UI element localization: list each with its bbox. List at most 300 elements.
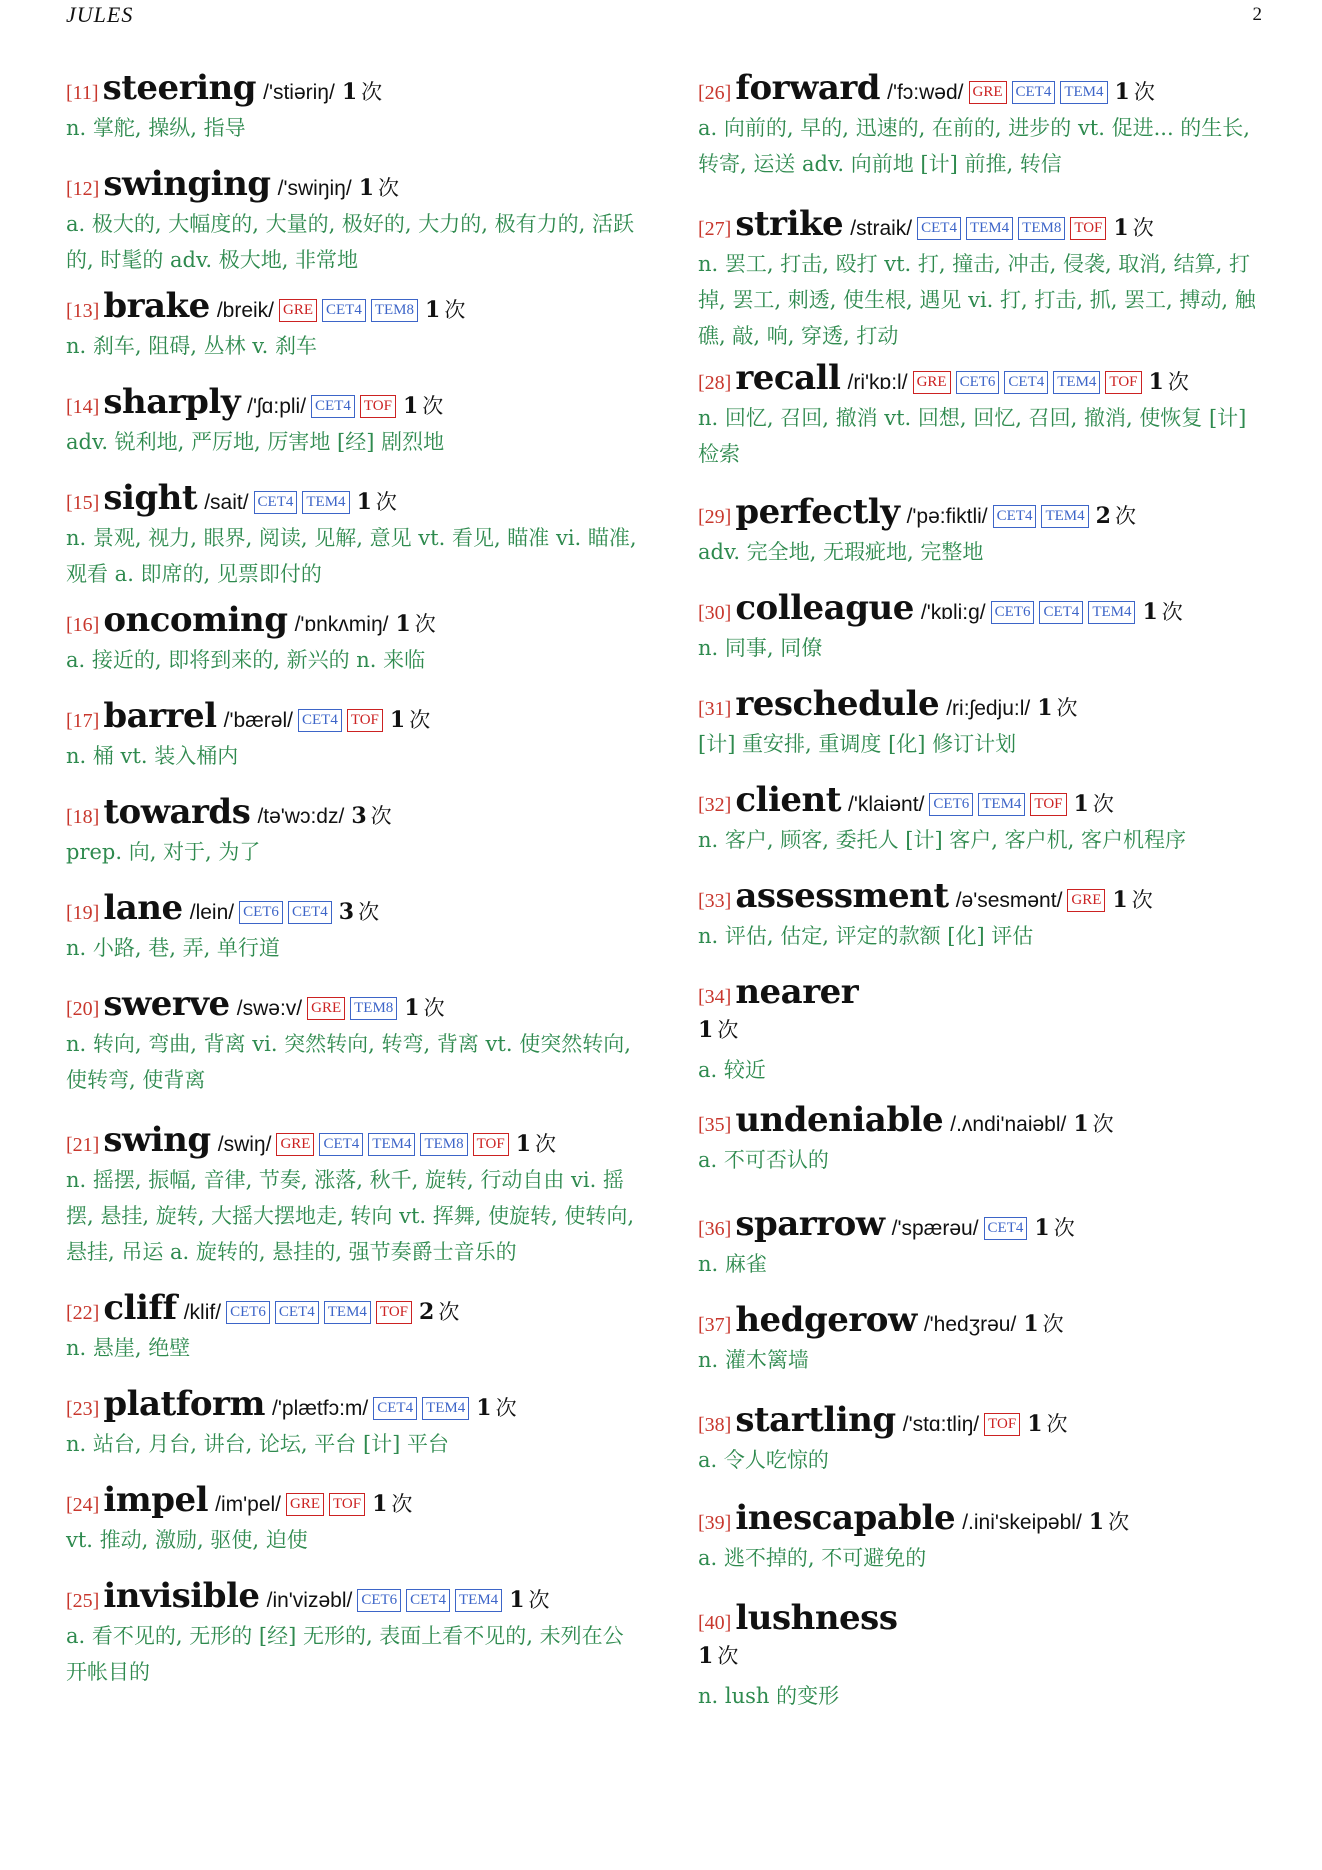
definition: adv. 完全地, 无瑕疵地, 完整地 <box>698 540 984 564</box>
occurrence-count: 1 <box>341 79 358 105</box>
exam-tag: GRE <box>276 1133 314 1156</box>
definition: n. 同事, 同僚 <box>698 636 823 660</box>
phonetic: /straik/ <box>850 217 913 240</box>
headword: recall <box>735 358 841 398</box>
entry-headline <box>66 792 644 832</box>
headword: cliff <box>103 1288 177 1328</box>
headword: assessment <box>735 876 949 916</box>
headword: hedgerow <box>735 1300 917 1340</box>
occurrence-count: 1 <box>1114 79 1130 105</box>
occurrence-unit: 次 <box>535 1132 557 1156</box>
exam-tag: TOF <box>1070 217 1106 240</box>
page-number: 2 <box>1252 4 1262 25</box>
entry-index: [15] <box>66 492 100 514</box>
vocab-entry <box>66 1288 644 1366</box>
definition: a. 逃不掉的, 不可避免的 <box>698 1546 927 1570</box>
definition: vt. 推动, 激励, 驱使, 迫使 <box>66 1528 308 1552</box>
entry-index: [23] <box>66 1398 100 1420</box>
entry-index: [28] <box>698 372 732 394</box>
vocab-entry <box>66 164 644 278</box>
occurrence-unit: 次 <box>1133 80 1155 104</box>
headword: lushness <box>735 1598 898 1638</box>
vocab-entry <box>698 972 1264 1088</box>
entry-headline <box>698 1100 1264 1140</box>
exam-tag: CET4 <box>288 901 332 924</box>
entry-index: [20] <box>66 998 100 1020</box>
exam-tags <box>234 904 332 923</box>
exam-tag: TEM4 <box>1041 505 1088 528</box>
headword: swinging <box>103 164 271 204</box>
exam-tags <box>908 374 1142 393</box>
occurrence-count: 1 <box>1073 791 1089 817</box>
vocab-entry <box>66 792 644 870</box>
entry-headline <box>66 68 644 108</box>
entry-index: [16] <box>66 614 100 636</box>
phonetic: /ri:ʃedju:l/ <box>946 697 1031 720</box>
phonetic: /breik/ <box>216 299 275 322</box>
entry-headline <box>698 684 1264 724</box>
exam-tag: TEM8 <box>1018 217 1065 240</box>
headword: reschedule <box>735 684 940 724</box>
occurrence-count: 1 <box>358 175 375 201</box>
phonetic: /'swiŋiŋ/ <box>277 177 352 200</box>
headword: swerve <box>103 984 230 1024</box>
occurrence-count: 1 <box>1023 1311 1039 1337</box>
entry-headline <box>698 1204 1264 1244</box>
phonetic: /ə'sesmənt/ <box>955 889 1063 912</box>
vocab-entry <box>698 1204 1264 1282</box>
exam-tags <box>302 1000 397 1019</box>
phonetic: /klif/ <box>183 1301 222 1324</box>
exam-tags <box>924 796 1066 815</box>
occurrence-line <box>698 1012 1264 1050</box>
occurrence-unit: 次 <box>370 804 392 828</box>
occurrence-count: 1 <box>395 611 411 637</box>
occurrence-unit: 次 <box>414 612 436 636</box>
exam-tag: CET4 <box>917 217 961 240</box>
occurrence-line <box>698 1638 1264 1676</box>
entry-headline <box>698 204 1264 244</box>
vocab-entry <box>66 1480 644 1558</box>
exam-tags <box>306 398 396 417</box>
headword: towards <box>103 792 251 832</box>
phonetic: /'fɔ:wəd/ <box>887 81 964 104</box>
exam-tag: CET4 <box>322 299 366 322</box>
vocab-entry <box>66 984 644 1098</box>
occurrence-count: 1 <box>476 1395 492 1421</box>
exam-tag: CET4 <box>254 491 298 514</box>
occurrence-unit: 次 <box>1108 1510 1130 1534</box>
entry-index: [21] <box>66 1134 100 1156</box>
vocab-entry <box>698 1598 1264 1714</box>
vocab-entry <box>698 1498 1264 1576</box>
headword: strike <box>735 204 844 244</box>
occurrence-unit: 次 <box>717 1018 739 1042</box>
phonetic: /'stiəriŋ/ <box>263 81 335 104</box>
exam-tag: TEM4 <box>966 217 1013 240</box>
vocab-entry <box>66 888 644 966</box>
exam-tags <box>293 712 383 731</box>
exam-tag: CET4 <box>275 1301 319 1324</box>
entry-index: [22] <box>66 1302 100 1324</box>
entry-headline <box>66 888 644 928</box>
headword: sharply <box>103 382 241 422</box>
phonetic: /'ʃɑ:pli/ <box>247 395 307 418</box>
exam-tag: CET4 <box>311 395 355 418</box>
definition: n. 景观, 视力, 眼界, 阅读, 见解, 意见 vt. 看见, 瞄准 vi. 瞄准, 观看 a. 即席的, 见票即付的 <box>66 526 637 586</box>
entry-headline <box>698 972 1264 1012</box>
definition: n. 回忆, 召回, 撤消 vt. 回想, 回忆, 召回, 撤消, 使恢复 [计] 检索 <box>698 406 1247 466</box>
occurrence-count: 1 <box>1073 1111 1089 1137</box>
vocab-entry <box>698 588 1264 666</box>
occurrence-unit: 次 <box>717 1644 739 1668</box>
occurrence-unit: 次 <box>1161 600 1183 624</box>
exam-tag: TOF <box>329 1493 365 1516</box>
vocab-entry <box>66 1576 644 1690</box>
headword: platform <box>103 1384 265 1424</box>
definition: a. 向前的, 早的, 迅速的, 在前的, 进步的 vt. 促进... 的生长, 转寄, 运送 adv. 向前地 [计] 前推, 转信 <box>698 116 1250 176</box>
phonetic: /tə'wɔ:dz/ <box>257 805 345 828</box>
definition: n. 小路, 巷, 弄, 单行道 <box>66 936 280 960</box>
phonetic: /swiŋ/ <box>217 1133 272 1156</box>
entry-index: [13] <box>66 300 100 322</box>
entry-headline <box>66 1384 644 1424</box>
occurrence-unit: 次 <box>358 900 380 924</box>
definition: n. 客户, 顾客, 委托人 [计] 客户, 客户机, 客户机程序 <box>698 828 1187 852</box>
headword: oncoming <box>103 600 288 640</box>
headword: invisible <box>103 1576 260 1616</box>
exam-tag: TOF <box>473 1133 509 1156</box>
headword: brake <box>103 286 210 326</box>
vocab-entry <box>698 68 1264 182</box>
headword: swing <box>103 1120 211 1160</box>
exam-tag: GRE <box>969 81 1007 104</box>
occurrence-unit: 次 <box>1053 1216 1075 1240</box>
exam-tag: TOF <box>360 395 396 418</box>
definition: prep. 向, 对于, 为了 <box>66 840 261 864</box>
exam-tag: TEM4 <box>422 1397 469 1420</box>
exam-tag: TEM8 <box>350 997 397 1020</box>
exam-tag: TEM4 <box>1060 81 1107 104</box>
phonetic: /'bærəl/ <box>223 709 293 732</box>
occurrence-unit: 次 <box>375 490 397 514</box>
document-title: JULES <box>66 2 134 27</box>
entry-index: [39] <box>698 1512 732 1534</box>
phonetic: /sait/ <box>204 491 249 514</box>
phonetic: /'pə:fiktli/ <box>906 505 988 528</box>
exam-tags <box>979 1220 1028 1239</box>
occurrence-unit: 次 <box>378 176 400 200</box>
entry-headline <box>698 1300 1264 1340</box>
occurrence-count: 1 <box>425 297 441 323</box>
definition: n. 评估, 估定, 评定的款额 [化] 评估 <box>698 924 1034 948</box>
definition: n. 摇摆, 振幅, 音律, 节奏, 涨落, 秋千, 旋转, 行动自由 vi. 摇摆, 悬挂, 旋转, 大摇大摆地走, 转向 vt. 挥舞, 使旋转, 使转向, 悬挂, 吊运 a. 旋转的, 悬挂的, 强节奏爵士音乐的 <box>66 1168 635 1264</box>
exam-tags <box>979 1416 1020 1435</box>
exam-tag: TEM4 <box>978 793 1025 816</box>
entry-index: [35] <box>698 1114 732 1136</box>
exam-tag: CET4 <box>1039 601 1083 624</box>
entry-headline <box>66 1480 644 1520</box>
definition: a. 极大的, 大幅度的, 大量的, 极好的, 大力的, 极有力的, 活跃的, 时髦的 adv. 极大地, 非常地 <box>66 212 634 272</box>
headword: undeniable <box>735 1100 944 1140</box>
exam-tag: CET6 <box>956 371 1000 394</box>
vocab-entry <box>698 1300 1264 1378</box>
entry-index: [27] <box>698 218 732 240</box>
definition: n. 刹车, 阻碍, 丛林 v. 刹车 <box>66 334 317 358</box>
headword: startling <box>735 1400 896 1440</box>
headword: lane <box>103 888 183 928</box>
headword: inescapable <box>735 1498 956 1538</box>
phonetic: /in'vizəbl/ <box>266 1589 353 1612</box>
entry-headline <box>66 696 644 736</box>
exam-tag: TOF <box>376 1301 412 1324</box>
phonetic: /'stɑ:tliŋ/ <box>902 1413 980 1436</box>
occurrence-unit: 次 <box>1131 888 1153 912</box>
entry-headline <box>698 1498 1264 1538</box>
occurrence-unit: 次 <box>361 80 383 104</box>
occurrence-count: 1 <box>515 1131 532 1157</box>
occurrence-unit: 次 <box>391 1492 413 1516</box>
vocab-entry <box>66 286 644 364</box>
occurrence-count: 1 <box>1034 1215 1050 1241</box>
phonetic: /ri'kɒ:l/ <box>847 371 908 394</box>
occurrence-count: 1 <box>389 707 406 733</box>
exam-tag: CET4 <box>1012 81 1056 104</box>
phonetic: /'hedʒrəu/ <box>923 1313 1017 1336</box>
exam-tag: TOF <box>984 1413 1020 1436</box>
entry-index: [31] <box>698 698 732 720</box>
entry-index: [24] <box>66 1494 100 1516</box>
definition: n. lush 的变形 <box>698 1684 840 1708</box>
occurrence-count: 1 <box>698 1017 714 1043</box>
entry-headline <box>698 68 1264 108</box>
definition: n. 麻雀 <box>698 1252 767 1276</box>
exam-tag: TEM4 <box>455 1589 502 1612</box>
definition: a. 不可否认的 <box>698 1148 829 1172</box>
definition: n. 桶 vt. 装入桶内 <box>66 744 239 768</box>
phonetic: /lein/ <box>189 901 235 924</box>
exam-tag: TOF <box>1030 793 1066 816</box>
entry-headline <box>66 164 644 204</box>
entry-index: [18] <box>66 806 100 828</box>
entry-headline <box>66 600 644 640</box>
phonetic: /.ini'skeipəbl/ <box>962 1511 1082 1534</box>
definition: a. 较近 <box>698 1058 766 1082</box>
vocab-entry <box>698 1100 1264 1178</box>
definition: a. 看不见的, 无形的 [经] 无形的, 表面上看不见的, 未列在公开帐目的 <box>66 1624 624 1684</box>
entry-index: [36] <box>698 1218 732 1240</box>
exam-tag: TEM4 <box>302 491 349 514</box>
occurrence-unit: 次 <box>1167 370 1189 394</box>
entry-headline <box>698 1400 1264 1440</box>
definition: n. 罢工, 打击, 殴打 vt. 打, 撞击, 冲击, 侵袭, 取消, 结算, 打掉, 罢工, 刺透, 使生根, 遇见 vi. 打, 打击, 抓, 罢工, 搏动, 触礁, 敲, 响, 穿透, 打动 <box>698 252 1256 348</box>
vocab-entry <box>698 684 1264 762</box>
entry-headline <box>698 492 1264 532</box>
occurrence-count: 3 <box>351 803 367 829</box>
entry-headline <box>66 1120 644 1160</box>
occurrence-unit: 次 <box>409 708 431 732</box>
exam-tag: CET4 <box>1004 371 1048 394</box>
headword: sight <box>103 478 198 518</box>
vocab-entry <box>66 1384 644 1462</box>
phonetic: /im'pel/ <box>215 1493 282 1516</box>
entry-index: [34] <box>698 986 732 1008</box>
exam-tag: GRE <box>307 997 345 1020</box>
vocab-entry <box>66 382 644 460</box>
occurrence-count: 2 <box>1095 503 1111 529</box>
headword: barrel <box>103 696 217 736</box>
entry-index: [26] <box>698 82 732 104</box>
exam-tag: TEM4 <box>1088 601 1135 624</box>
headword: forward <box>735 68 881 108</box>
exam-tags <box>352 1592 502 1611</box>
phonetic: /'plætfɔ:m/ <box>272 1397 369 1420</box>
occurrence-unit: 次 <box>1114 504 1136 528</box>
phonetic: /'kɒli:g/ <box>920 601 986 624</box>
exam-tags <box>281 1496 365 1515</box>
exam-tag: GRE <box>913 371 951 394</box>
phonetic: /.ʌndi'naiəbl/ <box>950 1113 1067 1136</box>
definition: a. 令人吃惊的 <box>698 1448 829 1472</box>
occurrence-unit: 次 <box>438 1300 460 1324</box>
definition: n. 悬崖, 绝壁 <box>66 1336 191 1360</box>
headword: impel <box>103 1480 209 1520</box>
definition: n. 站台, 月台, 讲台, 论坛, 平台 [计] 平台 <box>66 1432 450 1456</box>
exam-tags <box>988 508 1089 527</box>
headword: sparrow <box>735 1204 885 1244</box>
occurrence-unit: 次 <box>1132 216 1154 240</box>
exam-tag: GRE <box>1067 889 1105 912</box>
occurrence-count: 1 <box>356 489 372 515</box>
vocab-entry <box>698 780 1264 858</box>
occurrence-count: 1 <box>372 1491 388 1517</box>
occurrence-count: 3 <box>338 899 355 925</box>
exam-tag: TEM4 <box>324 1301 371 1324</box>
exam-tags <box>368 1400 469 1419</box>
headword: colleague <box>735 588 914 628</box>
exam-tags <box>912 220 1106 239</box>
occurrence-count: 1 <box>1112 887 1128 913</box>
entry-headline <box>698 780 1264 820</box>
exam-tag: GRE <box>286 1493 324 1516</box>
occurrence-unit: 次 <box>423 996 445 1020</box>
occurrence-unit: 次 <box>444 298 466 322</box>
occurrence-count: 1 <box>404 995 420 1021</box>
exam-tags <box>221 1304 412 1323</box>
exam-tag: TOF <box>1105 371 1141 394</box>
exam-tag: CET6 <box>226 1301 270 1324</box>
entry-index: [25] <box>66 1590 100 1612</box>
vocab-entry <box>66 68 644 146</box>
exam-tag: TEM8 <box>420 1133 467 1156</box>
entry-headline <box>66 984 644 1024</box>
entry-headline <box>698 358 1264 398</box>
vocab-entry <box>698 204 1264 354</box>
headword: steering <box>102 68 257 108</box>
exam-tag: CET4 <box>319 1133 363 1156</box>
exam-tag: TEM8 <box>371 299 418 322</box>
occurrence-count: 1 <box>1142 599 1158 625</box>
entry-index: [33] <box>698 890 732 912</box>
occurrence-count: 1 <box>1088 1509 1105 1535</box>
occurrence-unit: 次 <box>1092 1112 1114 1136</box>
exam-tags <box>1062 892 1105 911</box>
entry-headline <box>66 286 644 326</box>
exam-tag: CET4 <box>298 709 342 732</box>
exam-tag: TEM4 <box>1053 371 1100 394</box>
occurrence-unit: 次 <box>1056 696 1078 720</box>
occurrence-unit: 次 <box>422 394 444 418</box>
entry-index: [30] <box>698 602 732 624</box>
entry-index: [40] <box>698 1612 732 1634</box>
headword: nearer <box>735 972 859 1012</box>
entry-index: [17] <box>66 710 100 732</box>
exam-tags <box>271 1136 508 1155</box>
entry-index: [12] <box>66 178 100 200</box>
exam-tag: TEM4 <box>368 1133 415 1156</box>
definition: n. 灌木篱墙 <box>698 1348 809 1372</box>
entry-index: [38] <box>698 1414 732 1436</box>
entry-index: [14] <box>66 396 100 418</box>
entry-headline <box>698 1598 1264 1638</box>
exam-tag: CET4 <box>993 505 1037 528</box>
vocab-entry <box>698 492 1264 570</box>
exam-tag: CET4 <box>984 1217 1028 1240</box>
occurrence-unit: 次 <box>1042 1312 1064 1336</box>
definition: [计] 重安排, 重调度 [化] 修订计划 <box>698 732 1017 756</box>
exam-tag: CET6 <box>929 793 973 816</box>
vocab-entry <box>66 600 644 678</box>
occurrence-unit: 次 <box>1046 1412 1068 1436</box>
occurrence-count: 2 <box>419 1299 435 1325</box>
exam-tag: CET6 <box>239 901 283 924</box>
definition: a. 接近的, 即将到来的, 新兴的 n. 来临 <box>66 648 426 672</box>
exam-tags <box>249 494 350 513</box>
vocab-entry <box>698 876 1264 954</box>
entry-index: [19] <box>66 902 100 924</box>
definition: n. 转向, 弯曲, 背离 vi. 突然转向, 转弯, 背离 vt. 使突然转向, 使转弯, 使背离 <box>66 1032 631 1092</box>
exam-tag: CET4 <box>373 1397 417 1420</box>
vocab-entry <box>66 478 644 592</box>
phonetic: /'spærəu/ <box>891 1217 979 1240</box>
exam-tag: GRE <box>279 299 317 322</box>
vocab-entry <box>698 358 1264 472</box>
exam-tag: TOF <box>347 709 383 732</box>
occurrence-unit: 次 <box>1092 792 1114 816</box>
occurrence-count: 1 <box>509 1587 525 1613</box>
occurrence-count: 1 <box>1027 1411 1043 1437</box>
headword: perfectly <box>735 492 900 532</box>
entry-index: [11] <box>66 82 99 104</box>
vocab-entry <box>698 1400 1264 1478</box>
definition: adv. 锐利地, 严厉地, 厉害地 [经] 剧烈地 <box>66 430 445 454</box>
entry-headline <box>698 588 1264 628</box>
occurrence-unit: 次 <box>495 1396 517 1420</box>
entry-index: [29] <box>698 506 732 528</box>
vocab-entry <box>66 696 644 774</box>
definition: n. 掌舵, 操纵, 指导 <box>66 116 246 140</box>
vocab-entry <box>66 1120 644 1270</box>
entry-index: [37] <box>698 1314 732 1336</box>
exam-tags <box>274 302 418 321</box>
headword: client <box>735 780 841 820</box>
exam-tag: CET4 <box>406 1589 450 1612</box>
phonetic: /'ɒnkʌmiŋ/ <box>294 613 389 636</box>
exam-tag: CET6 <box>357 1589 401 1612</box>
entry-headline <box>66 478 644 518</box>
occurrence-count: 1 <box>1037 695 1053 721</box>
phonetic: /swə:v/ <box>236 997 303 1020</box>
